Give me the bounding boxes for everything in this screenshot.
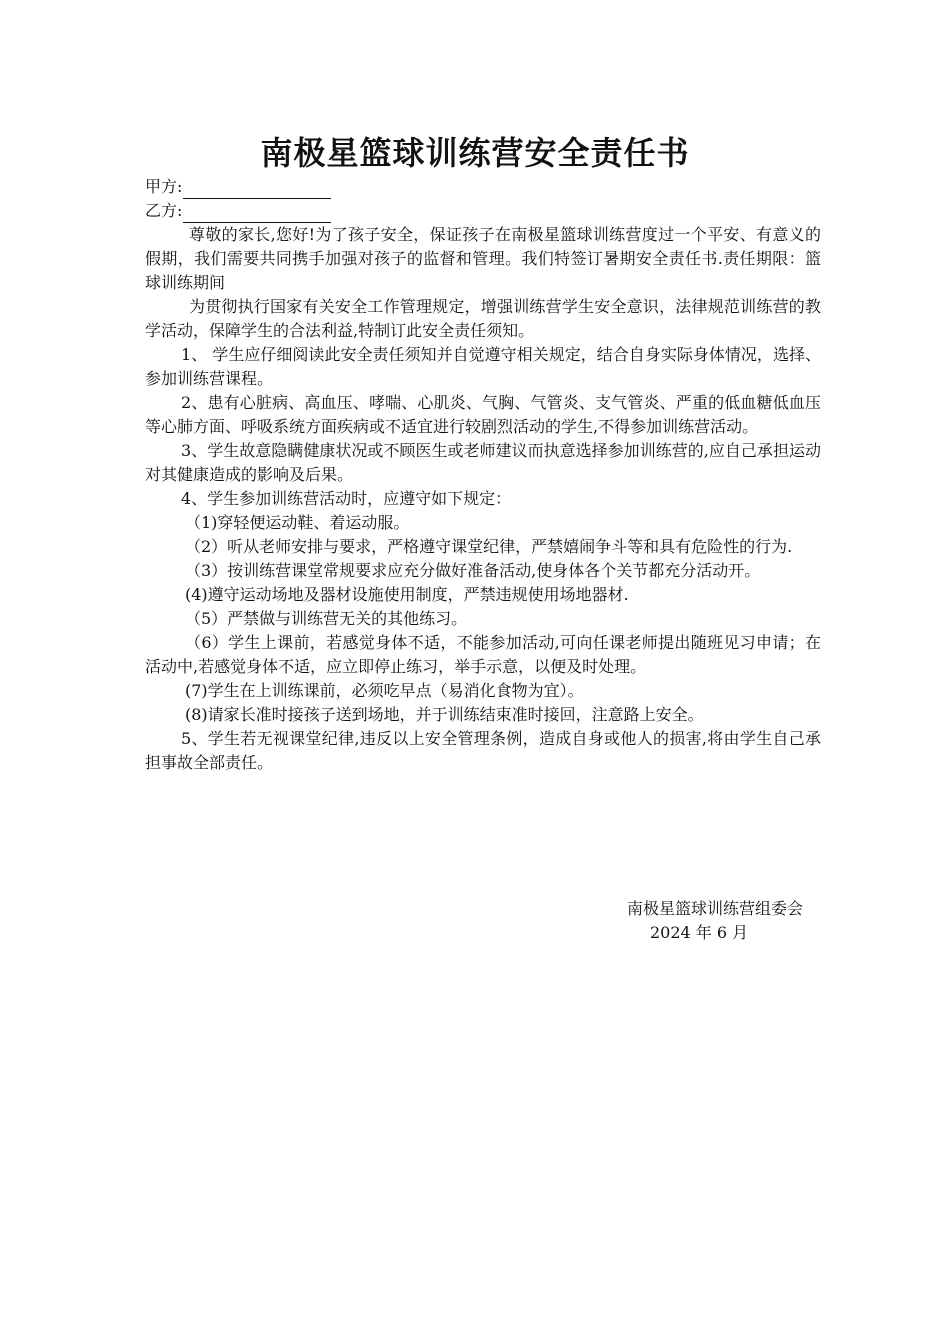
signature-date: 2024 年 6 月 (650, 923, 749, 942)
rule-4-item-8: (8)请家长准时接孩子送到场地，并于训练结束准时接回，注意路上安全。 (185, 705, 704, 724)
signature-organization: 南极星篮球训练营组委会 (626, 899, 803, 918)
document-body (145, 175, 821, 775)
signature-block (540, 897, 820, 945)
rule-2: 2、患有心脏病、高血压、哮喘、心肌炎、气胸、气管炎、支气管炎、严重的低血糖低血压等心肺方面、呼吸系统方面疾病或不适宜进行较剧烈活动的学生,不得参加训练营活动。 (145, 393, 821, 436)
party-b-line (145, 199, 821, 223)
rule-3: 3、学生故意隐瞒健康状况或不顾医生或老师建议而执意选择参加训练营的,应自己承担运动对其健康造成的影响及后果。 (145, 441, 821, 484)
document-title: 南极星篮球训练营安全责任书 (260, 134, 690, 172)
rule-4-item-6: （6）学生上课前，若感觉身体不适，不能参加活动,可向任课老师提出随班见习申请；在活动中,若感觉身体不适，应立即停止练习，举手示意，以便及时处理。 (145, 633, 821, 676)
party-a-label: 甲方: (145, 177, 183, 196)
party-b-label: 乙方: (145, 201, 183, 220)
rule-4: 4、学生参加训练营活动时，应遵守如下规定： (181, 489, 512, 508)
rule-4-item-5: （5）严禁做与训练营无关的其他练习。 (185, 609, 468, 628)
rule-4-item-3: （3）按训练营课堂常规要求应充分做好准备活动,使身体各个关节都充分活动开。 (185, 561, 761, 580)
party-b-blank (183, 204, 331, 223)
paragraph-purpose: 为贯彻执行国家有关安全工作管理规定，增强训练营学生安全意识，法律规范训练营的教学活动，保障学生的合法利益,特制订此安全责任须知。 (145, 297, 821, 340)
rule-4-item-7: (7)学生在上训练课前，必须吃早点（易消化食物为宜）。 (185, 681, 584, 700)
rule-4-item-2: （2）听从老师安排与要求，严格遵守课堂纪律，严禁嬉闹争斗等和具有危险性的行为. (185, 537, 793, 556)
rule-1: 1、 学生应仔细阅读此安全责任须知并自觉遵守相关规定，结合自身实际身体情况，选择、参加训练营课程。 (145, 345, 821, 388)
party-a-line (145, 175, 821, 199)
rule-5: 5、学生若无视课堂纪律,违反以上安全管理条例，造成自身或他人的损害,将由学生自己承担事故全部责任。 (145, 729, 821, 772)
rule-4-item-4: (4)遵守运动场地及器材设施使用制度，严禁违规使用场地器材. (185, 585, 629, 604)
party-a-blank (183, 180, 331, 199)
paragraph-greeting: 尊敬的家长,您好!为了孩子安全，保证孩子在南极星篮球训练营度过一个平安、有意义的假期，我们需要共同携手加强对孩子的监督和管理。我们特签订暑期安全责任书.责任期限：篮球训练期间 (145, 225, 821, 292)
rule-4-item-1: （1)穿轻便运动鞋、着运动服。 (185, 513, 410, 532)
